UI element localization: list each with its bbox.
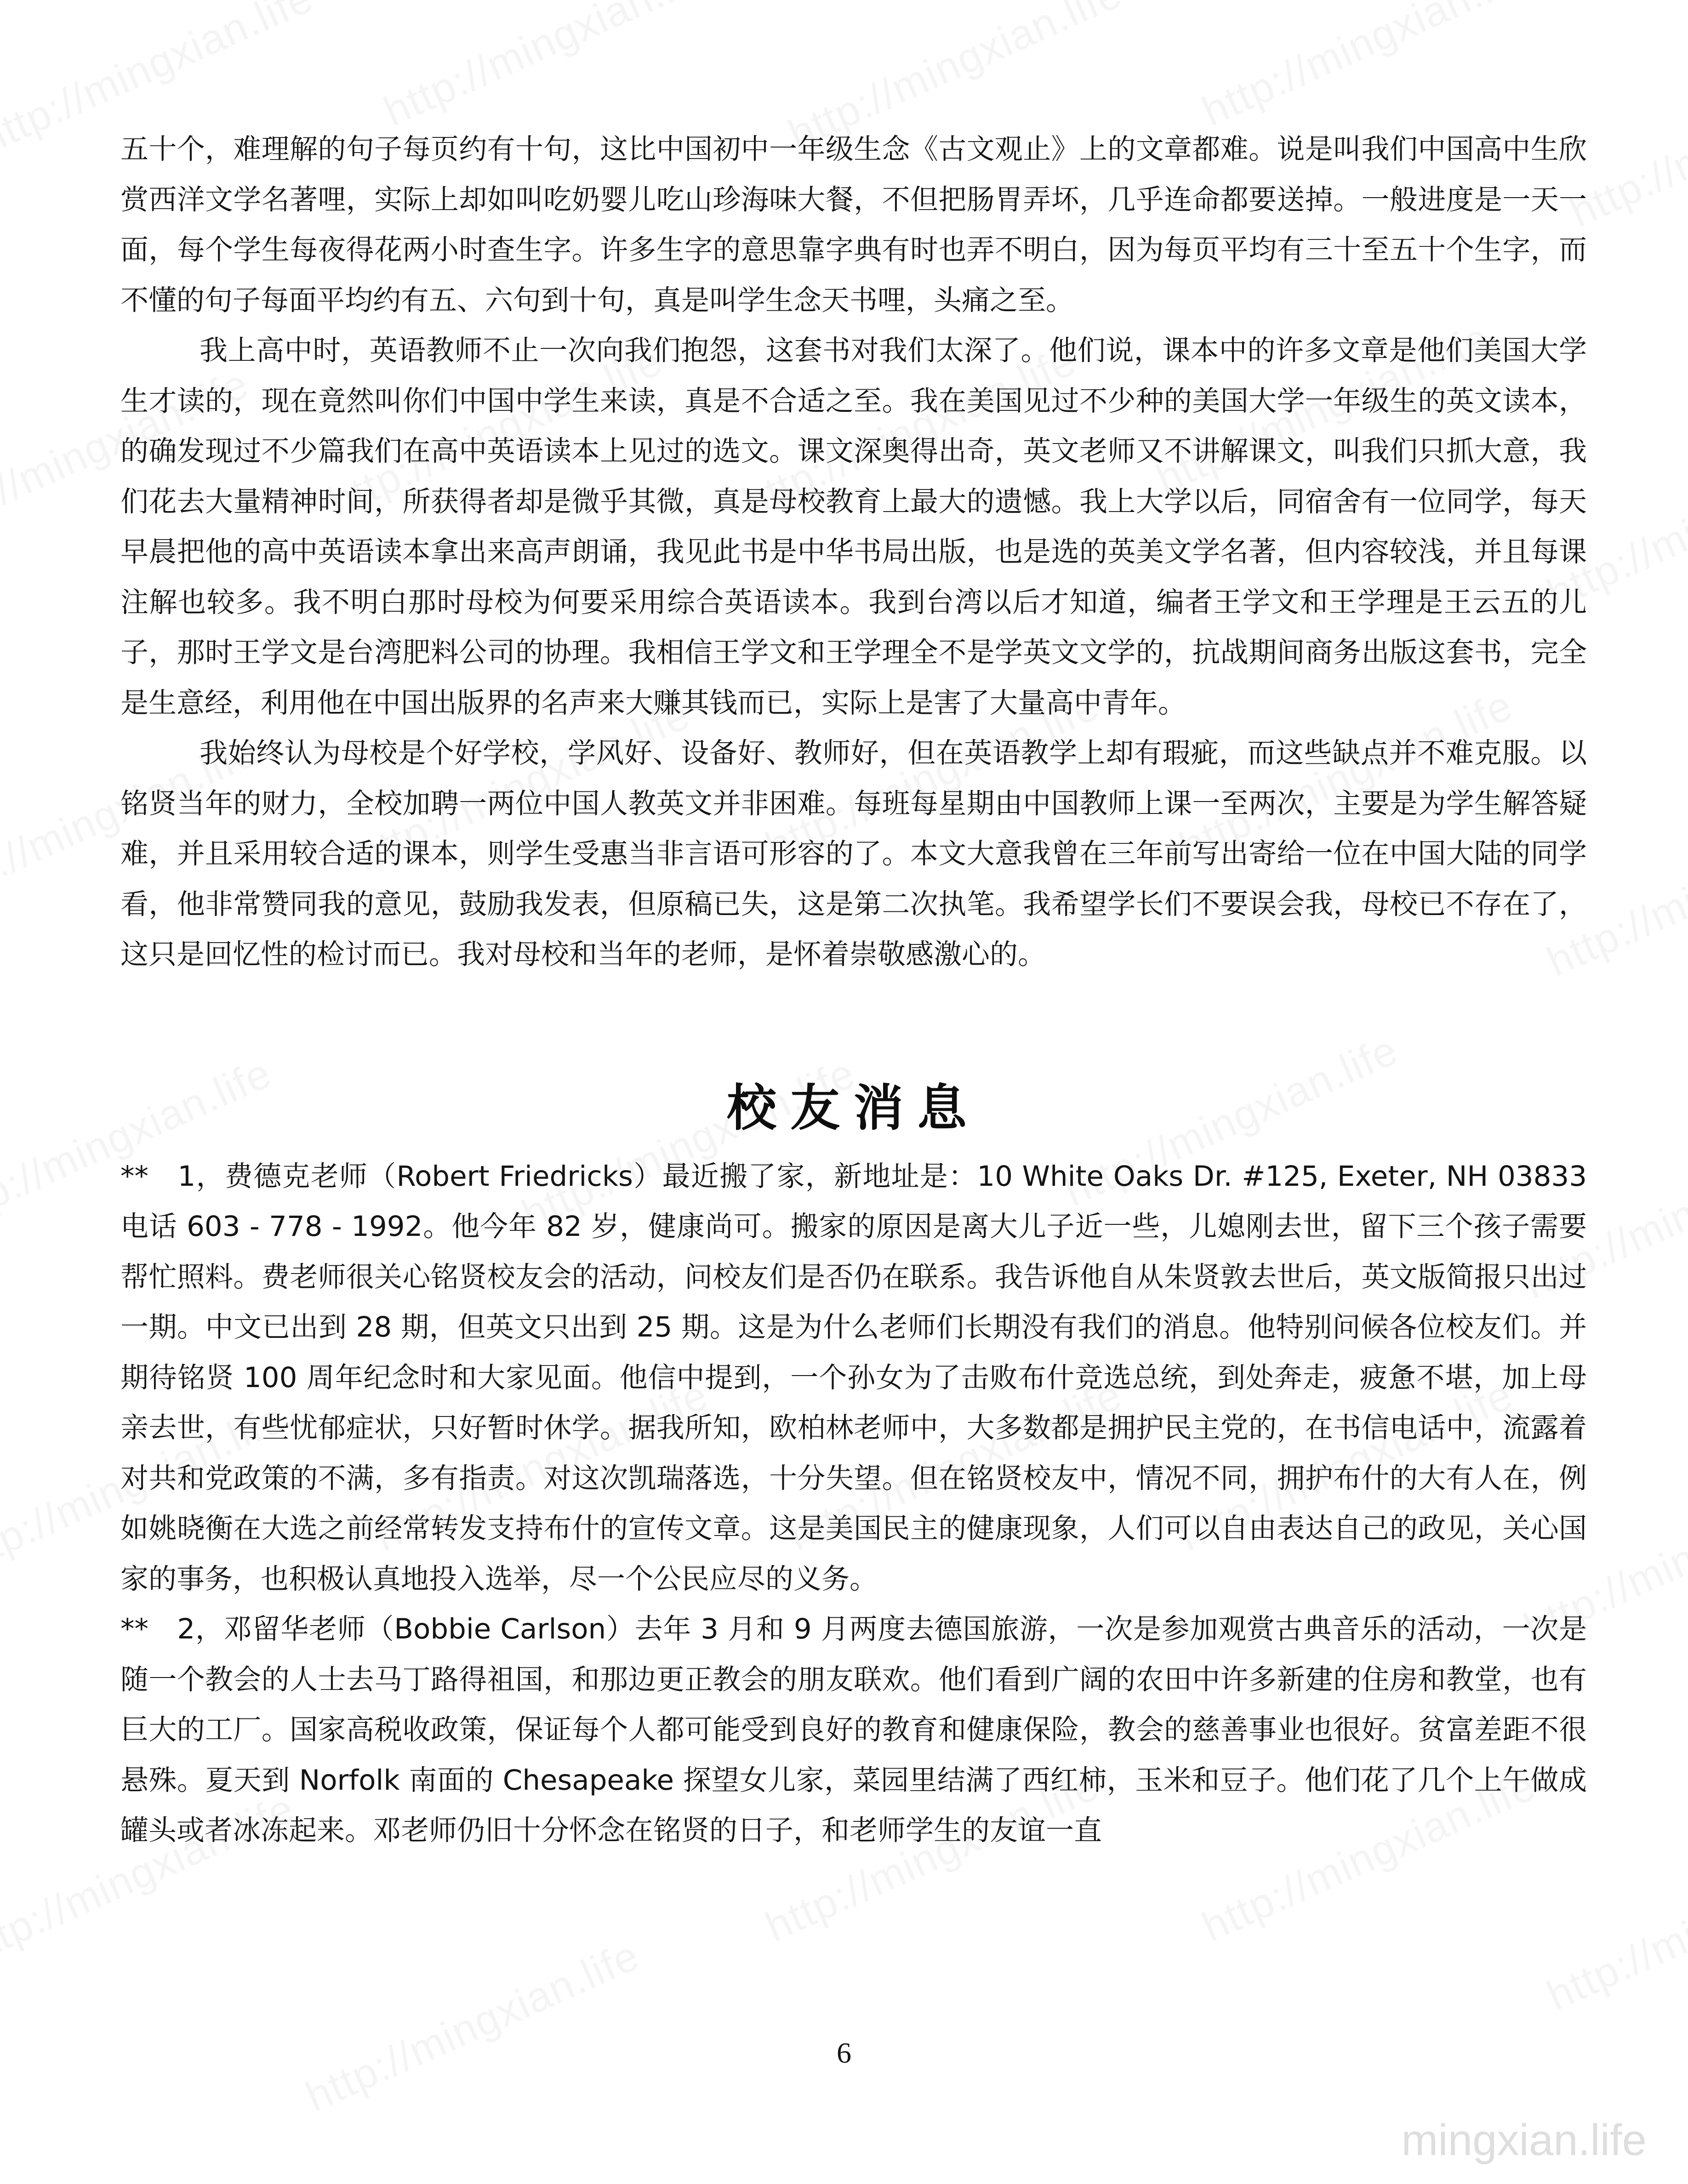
- alumni-news: [120, 1151, 1587, 1856]
- watermark-text: [299, 1931, 647, 2121]
- document-body: [120, 124, 1587, 1856]
- watermark-text: [1195, 0, 1543, 136]
- watermark-text: [1540, 1830, 1688, 2020]
- page-number: 6: [837, 2036, 851, 2069]
- section-heading: 校友消息: [726, 1079, 981, 1137]
- watermark-corner: mingxian.life: [1401, 2116, 1647, 2165]
- paragraph-2: 我上高中时，英语教师不止一次向我们抱怨，这套书对我们太深了。他们说，课本中的许多文章是他们美国大学生才读的，现在竟然叫你们中国中学生来读，真是不合适之至。我在美国见过不少种的美国大学一年级生的英文读本，的确发现过不少篇我们在高中英语读本上见过的选文。课文深奥得出奇，英文老师又不讲解课文，叫我们只抓大意，我们花去大量精神时间，所获得者却是微乎其微，真是母校教育上最大的遗憾。我上大学以后，同宿舍有一位同学，每天早晨把他的高中英语读本拿出来高声朗诵，我见此书是中华书局出版，也是选的英美文学名著，但内容较浅，并且每课注解也较多。我不明白那时母校为何要采用综合英语读本。我到台湾以后才知道，编者王学文和王学理是王云五的儿子，那时王学文是台湾肥料公司的协理。我相信王学文和王学理全不是学英文文学的，抗战期间商务出版这套书，完全是生意经，利用他在中国出版界的名声来大赚其钱而已，实际上是害了大量高中青年。: [120, 334, 1587, 719]
- news-item-2: ** 2，邓留华老师（Bobbie Carlson）去年 3 月和 9 月两度去德国旅游，一次是参加观赏古典音乐的活动，一次是随一个教会的人士去马丁路得祖国，和那边更正教会的朋友联欢。他们看到广阔的农田中许多新建的住房和教堂，也有巨大的工厂。国家高税收政策，保证每个人都可能受到良好的教育和健康保险，教会的慈善事业也很好。贫富差距不很悬殊。夏天到 Norfolk 南面的 Chesapeake 探望女儿家，菜园里结满了西红柿，玉米和豆子。他们花了几个上午做成罐头或者冰冻起来。邓老师仍旧十分怀念在铭贤的日子，和老师学生的友谊一直: [120, 1613, 1587, 1847]
- news-item-1: ** 1，费德克老师（Robert Friedricks）最近搬了家，新地址是：10 White Oaks Dr. #125, Exeter, NH 03833 电话 603 - 778 - 1992。他今年 82 岁，健康尚可。搬家的原因是离大儿子近一些，儿媳刚去世，留下三个孩子需要帮忙照料。费老师很关心铭贤校友会的活动，问校友们是否仍在联系。我告诉他自从朱贤敦去世后，英文版简报只出过一期。中文已出到 28 期，但英文只出到 25 期。这是为什么老师们长期没有我们的消息。他特别问候各位校友们。并期待铭贤 100 周年纪念时和大家见面。他信中提到，一个孙女为了击败布什竞选总统，到处奔走，疲惫不堪，加上母亲去世，有些忧郁症状，只好暂时休学。据我所知，欧柏林老师中，大多数都是拥护民主党的，在书信电话中，流露着对共和党政策的不满，多有指责。对这次凯瑞落选，十分失望。但在铭贤校友中，情况不同，拥护布什的大有人在，例如姚晓衡在大选之前经常转发支持布什的宣传文章。这是美国民主的健康现象，人们可以自由表达自己的政见，关心国家的事务，也积极认真地投入选举，尽一个公民应尽的义务。: [120, 1160, 1587, 1595]
- paragraph-3: 我始终认为母校是个好学校，学风好、设备好、教师好，但在英语教学上却有瑕疵，而这些缺点并不难克服。以铭贤当年的财力，全校加聘一两位中国人教英文并非困难。每班每星期由中国教师上课一至两次，主要是为学生解答疑难，并且采用较合适的课本，则学生受惠当非言语可形容的了。本文大意我曾在三年前写出寄给一位在中国大陆的同学看，他非常赞同我的意见，鼓励我发表，但原稿已失，这是第二次执笔。我希望学长们不要误会我，母校已不存在了，这只是回忆性的检讨而已。我对母校和当年的老师，是怀着崇敬感激心的。: [120, 737, 1587, 971]
- paragraph-1: 五十个，难理解的句子每页约有十句，这比中国初中一年级生念《古文观止》上的文章都难。说是叫我们中国高中生欣赏西洋文学名著哩，实际上却如叫吃奶婴儿吃山珍海味大餐，不但把肠胃弄坏，几乎连命都要送掉。一般进度是一天一面，每个学生每夜得花两小时查生字。许多生字的意思靠字典有时也弄不明白，因为每页平均有三十至五十个生字，而不懂的句子每面平均约有五、六句到十句，真是叫学生念天书哩，头痛之至。: [120, 133, 1587, 317]
- watermark-text: [377, 0, 725, 136]
